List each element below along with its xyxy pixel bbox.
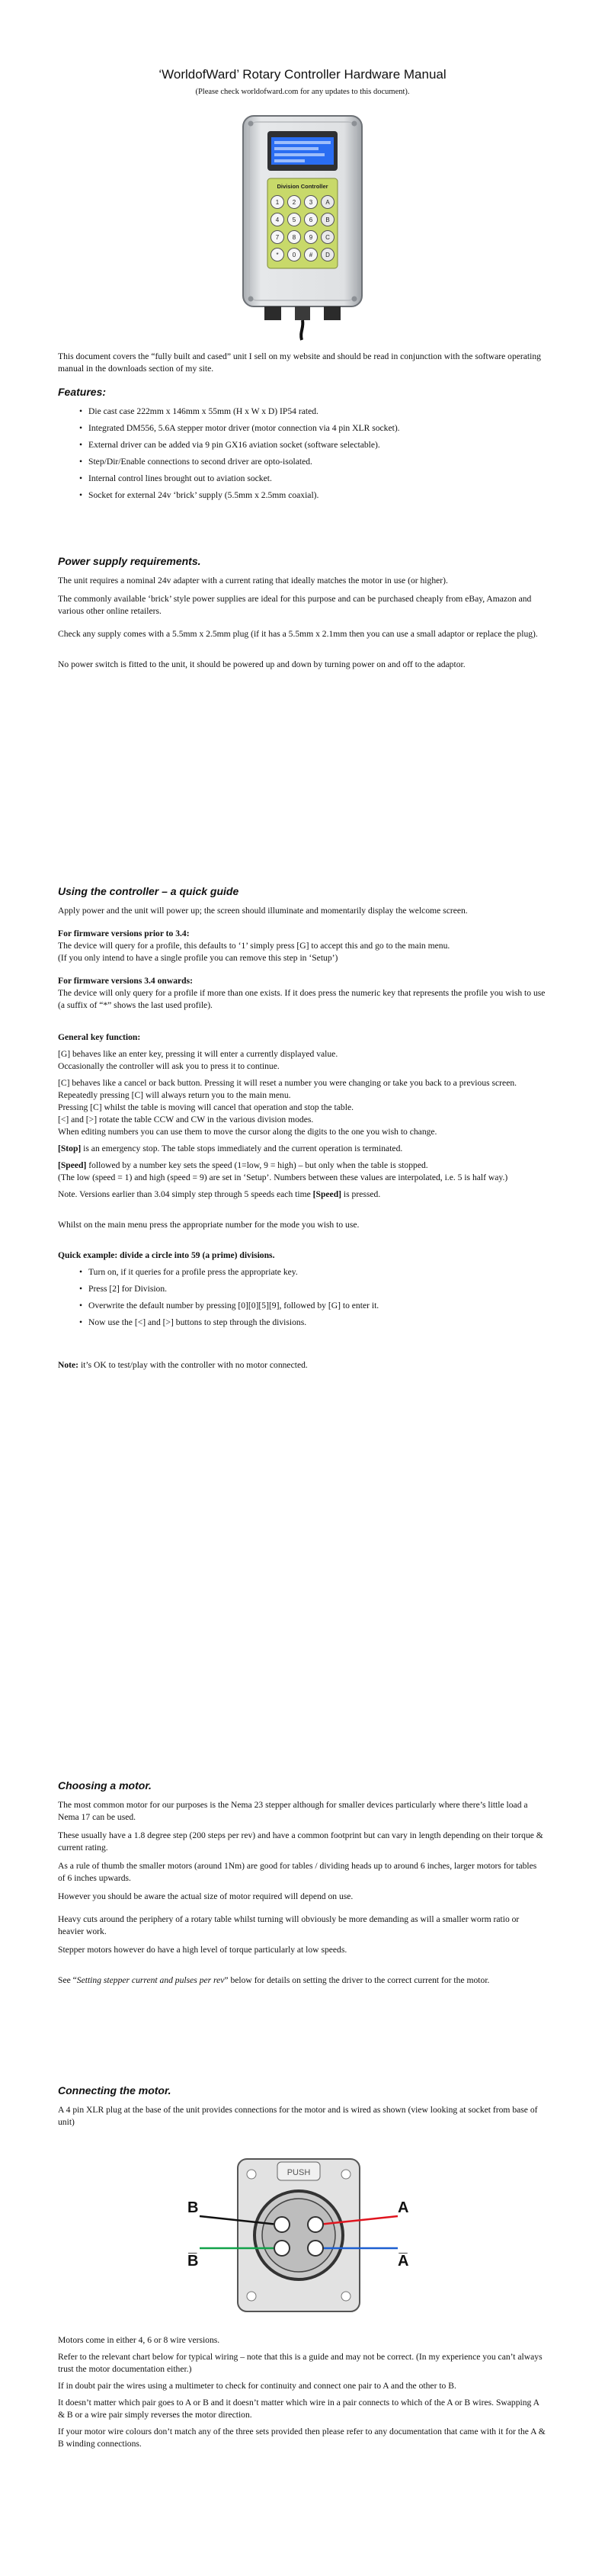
keypad-key-label: 2 bbox=[292, 199, 296, 207]
key-c-text: [C] behaves like a cancel or back button. Pressing it will reset a number you were changing or take you back to a previous screen. bbox=[58, 1078, 517, 1089]
features-list bbox=[58, 406, 546, 502]
label-b: B bbox=[187, 2199, 199, 2216]
power-paragraph: No power switch is fitted to the unit, it should be powered up and down by turning power on and off to the adaptor. bbox=[58, 659, 466, 670]
keypad-key-label: # bbox=[309, 252, 313, 259]
keypad-key-label: 6 bbox=[309, 217, 313, 224]
test-note: Note: it’s OK to test/play with the controller with no motor connected. bbox=[58, 1359, 308, 1370]
features-heading: Features: bbox=[58, 386, 107, 398]
keypad-key-label: 4 bbox=[275, 217, 280, 224]
page-subtitle: (Please check worldofward.com for any updates to this document). bbox=[195, 88, 410, 96]
keypad-key-label: B bbox=[325, 217, 330, 224]
motor-paragraph: These usually have a 1.8 degree step (200 steps per rev) and have a common footprint but can vary in length depending on their torque & current rating. bbox=[58, 1830, 543, 1853]
key-c-text: Repeatedly pressing [C] will always return you to the main menu. bbox=[58, 1090, 291, 1101]
keypad-key-label: * bbox=[276, 252, 279, 259]
keypad-key-label: 0 bbox=[292, 252, 296, 259]
feature-item: • Internal control lines brought out to aviation socket. bbox=[58, 473, 546, 485]
power-heading: Power supply requirements. bbox=[58, 555, 201, 567]
wiring-paragraph: Motors come in either 4, 6 or 8 wire versions. bbox=[58, 2335, 220, 2345]
controller-device-image bbox=[234, 113, 371, 342]
example-step: • Press [2] for Division. bbox=[58, 1283, 546, 1295]
connecting-heading: Connecting the motor. bbox=[58, 2084, 171, 2096]
features-section bbox=[58, 385, 546, 506]
connecting-intro: A 4 pin XLR plug at the base of the unit provides connections for the motor and is wired as shown (view looking at socket from base of unit) bbox=[58, 2105, 538, 2128]
feature-item: • Die cast case 222mm x 146mm x 55mm (H x W x D) IP54 rated. bbox=[58, 406, 546, 418]
example-step: • Overwrite the default number by pressing [0][0][5][9], followed by [G] to enter it. bbox=[58, 1300, 546, 1312]
label-a: A bbox=[398, 2199, 409, 2216]
fw-new-text: The device will only query for a profile if more than one exists. If it does press the numeric key that represents the profile you wish to use (a suffix of “*” shows the last used profile). bbox=[58, 988, 546, 1011]
feature-item: • Integrated DM556, 5.6A stepper motor driver (motor connection via 4 pin XLR socket). bbox=[58, 422, 546, 435]
key-g-text: [G] behaves like an enter key, pressing it will enter a currently displayed value. bbox=[58, 1049, 338, 1060]
motor-paragraph: Stepper motors however do have a high level of torque particularly at low speeds. bbox=[58, 1945, 347, 1955]
arrow-keys-text: [<] and [>] rotate the table CCW and CW in the various division modes. bbox=[58, 1115, 314, 1125]
keypad-key-label: 1 bbox=[275, 199, 280, 207]
motor-paragraph: Heavy cuts around the periphery of a rotary table whilst turning will obviously be more demanding as will a smaller worm ratio or heavier work. bbox=[58, 1914, 520, 1937]
motor-section bbox=[58, 1779, 546, 1987]
push-label: PUSH bbox=[286, 2168, 311, 2177]
feature-item: • Socket for external 24v ‘brick’ supply (5.5mm x 2.5mm coaxial). bbox=[58, 489, 546, 502]
page-title: ‘WorldofWard’ Rotary Controller Hardware Manual bbox=[158, 67, 447, 82]
key-c-text: Pressing [C] whilst the table is moving will cancel that operation and stop the table. bbox=[58, 1102, 354, 1113]
arrow-keys-text: When editing numbers you can use them to move the cursor along the digits to the one you wish to change. bbox=[58, 1127, 437, 1137]
keypad-key-label: 8 bbox=[292, 234, 296, 242]
see-reference: See “Setting stepper current and pulses per rev” below for details on setting the driver to the correct current for the motor. bbox=[58, 1975, 490, 1986]
wiring-paragraph: It doesn’t matter which pair goes to A or B and it doesn’t matter which wire in a pair connects to which of the A or B wires. Swapping A & B or a wire pair simply reverses the motor direction. bbox=[58, 2397, 539, 2420]
device-label: Division Controller bbox=[277, 183, 328, 190]
example-step: • Turn on, if it queries for a profile press the appropriate key. bbox=[58, 1266, 546, 1278]
label-b-bar: B̅ bbox=[187, 2253, 199, 2270]
key-g-text: Occasionally the controller will ask you to press it to continue. bbox=[58, 1061, 280, 1072]
keypad-key-label: 9 bbox=[309, 234, 313, 242]
controller-section bbox=[58, 884, 546, 1371]
speed-key-text: [Speed] followed by a number key sets the speed (1=low, 9 = high) – but only when the table is stopped. bbox=[58, 1160, 428, 1171]
main-menu-text: Whilst on the main menu press the appropriate number for the mode you wish to use. bbox=[58, 1220, 360, 1230]
motor-paragraph: As a rule of thumb the smaller motors (around 1Nm) are good for tables / dividing heads up to around 6 inches, larger motors for tables of 6 inches upwards. bbox=[58, 1861, 537, 1884]
fw-prior-text: The device will query for a profile, this defaults to ‘1’ simply press [G] to accept this and go to the main menu. bbox=[58, 941, 450, 951]
fw-prior-note: (If you only intend to have a single profile you can remove this step in ‘Setup’) bbox=[58, 953, 338, 964]
fw-prior-heading: For firmware versions prior to 3.4: bbox=[58, 929, 190, 939]
example-step: • Now use the [<] and [>] buttons to step through the divisions. bbox=[58, 1317, 546, 1329]
label-a-bar: A̅ bbox=[398, 2253, 409, 2270]
controller-intro: Apply power and the unit will power up; the screen should illuminate and momentarily display the welcome screen. bbox=[58, 906, 468, 916]
connecting-section bbox=[58, 2084, 546, 2128]
power-section bbox=[58, 554, 546, 671]
motor-heading: Choosing a motor. bbox=[58, 1779, 152, 1792]
motor-paragraph: The most common motor for our purposes is the Nema 23 stepper although for smaller devices particularly where there’s little load a Nema 17 can be used. bbox=[58, 1800, 528, 1823]
general-key-heading: General key function: bbox=[58, 1032, 141, 1043]
power-paragraph: The unit requires a nominal 24v adapter with a current rating that ideally matches the motor in use (or higher). bbox=[58, 576, 448, 586]
wiring-paragraph: Refer to the relevant chart below for typical wiring – note that this is a guide and may not be correct. (In my experience you can’t always trust the motor documentation either.) bbox=[58, 2351, 543, 2374]
keypad-key-label: 7 bbox=[275, 234, 280, 242]
keypad-key-label: C bbox=[325, 234, 330, 242]
pin-1 bbox=[274, 2217, 290, 2232]
feature-item: • External driver can be added via 9 pin GX16 aviation socket (software selectable). bbox=[58, 439, 546, 451]
power-paragraph: Check any supply comes with a 5.5mm x 2.5mm plug (if it has a 5.5mm x 2.1mm then you can use a small adaptor or replace the plug). bbox=[58, 629, 538, 640]
stop-key-text: [Stop] is an emergency stop. The table stops immediately and the current operation is terminated. bbox=[58, 1144, 403, 1154]
pin-2 bbox=[308, 2217, 323, 2232]
wiring-paragraph: If in doubt pair the wires using a multimeter to check for continuity and connect one pair to A and the other to B. bbox=[58, 2380, 456, 2391]
versions-note: Note. Versions earlier than 3.04 simply step through 5 speeds each time [Speed] is pressed. bbox=[58, 1189, 381, 1200]
feature-item: • Step/Dir/Enable connections to second driver are opto-isolated. bbox=[58, 456, 546, 468]
pin-4 bbox=[308, 2241, 323, 2256]
wiring-notes bbox=[58, 2334, 546, 2450]
example-steps bbox=[58, 1266, 546, 1329]
keypad-key-label: 3 bbox=[309, 199, 313, 207]
intro-paragraph: This document covers the “fully built and cased” unit I sell on my website and should be read in conjunction with the software operating manual in the downloads section of my site. bbox=[58, 351, 541, 374]
keypad-key-label: D bbox=[325, 252, 330, 259]
keypad-key-label: A bbox=[325, 199, 330, 207]
pin-3 bbox=[274, 2241, 290, 2256]
power-paragraph: The commonly available ‘brick’ style power supplies are ideal for this purpose and can be purchased cheaply from eBay, Amazon and various other online retailers. bbox=[58, 594, 532, 617]
wiring-paragraph: If your motor wire colours don’t match any of the three sets provided then please refer to any documentation that came with it for the A & B winding connections. bbox=[58, 2426, 546, 2449]
controller-heading: Using the controller – a quick guide bbox=[58, 885, 239, 897]
motor-paragraph: However you should be aware the actual size of motor required will depend on use. bbox=[58, 1891, 354, 1902]
fw-new-heading: For firmware versions 3.4 onwards: bbox=[58, 976, 193, 986]
speed-note: (The low (speed = 1) and high (speed = 9) are set in ‘Setup’. Numbers between these values are interpolated, i.e. 5 is half way.) bbox=[58, 1173, 508, 1183]
example-heading: Quick example: divide a circle into 59 (a prime) divisions. bbox=[58, 1250, 275, 1260]
keypad-key-label: 5 bbox=[292, 217, 296, 224]
xlr-socket-diagram bbox=[184, 2151, 413, 2319]
